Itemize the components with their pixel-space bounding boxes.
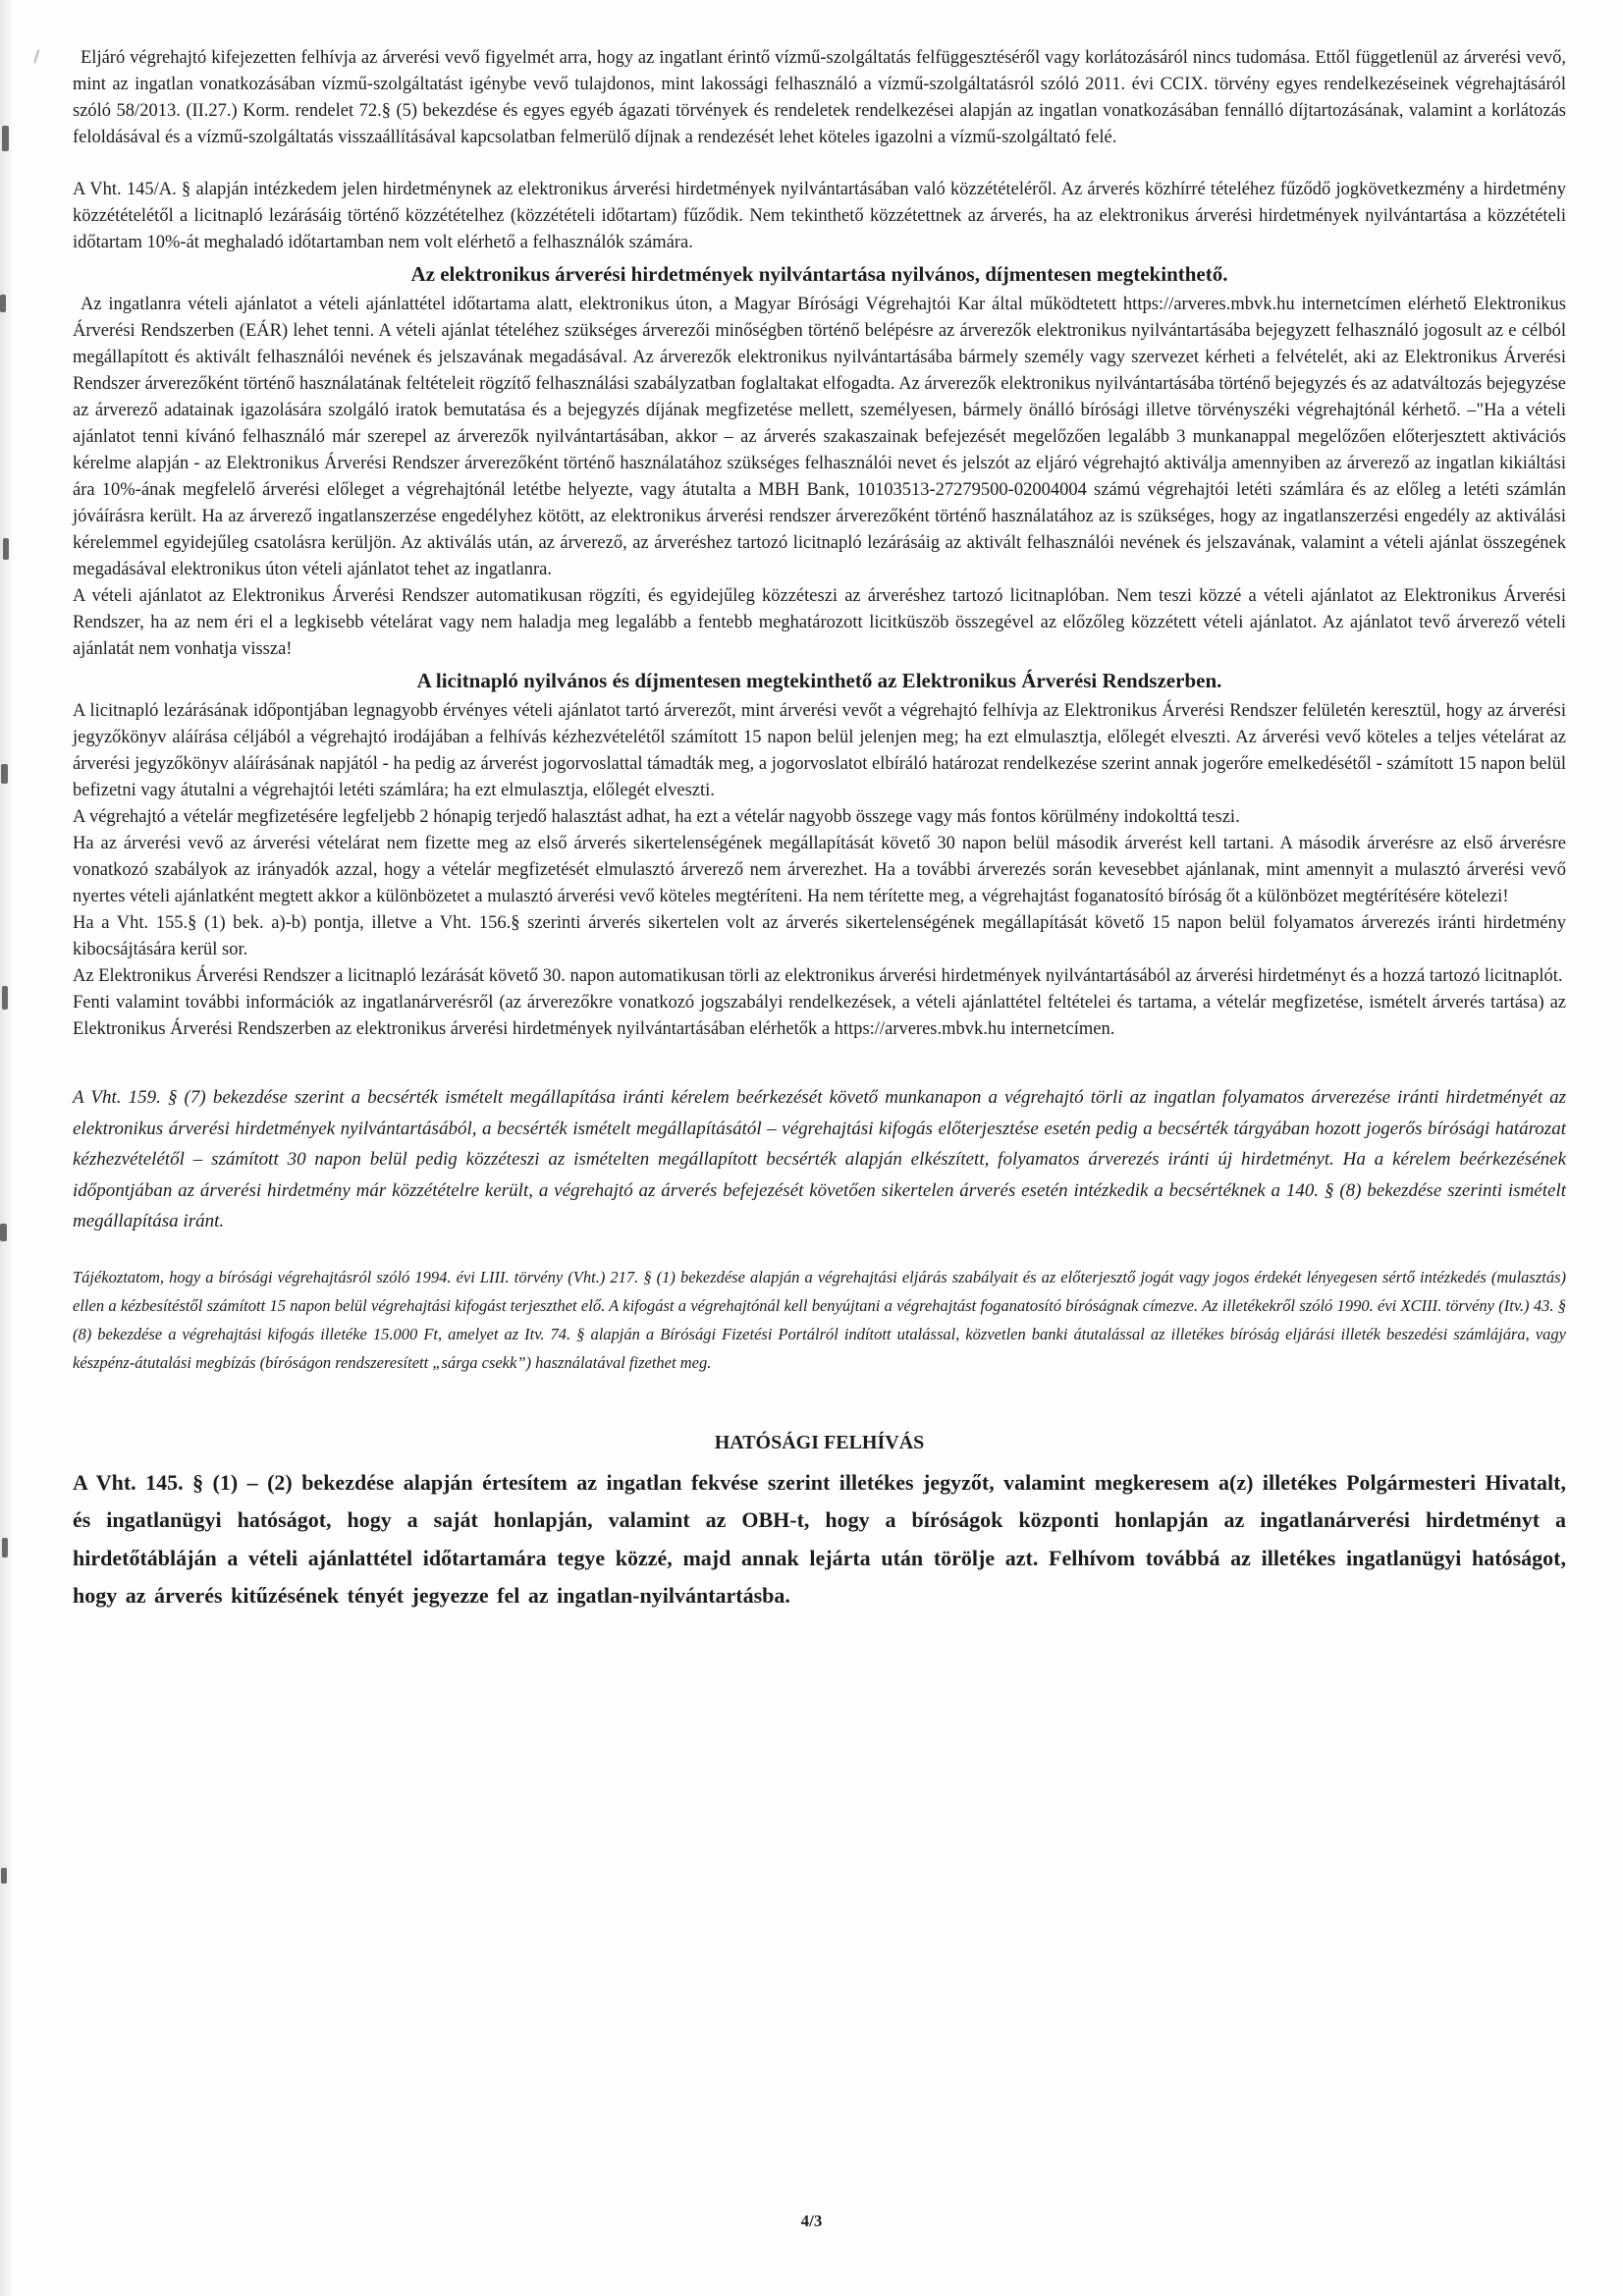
page-number: 4/3 bbox=[800, 2212, 823, 2230]
paragraph-second-auction: Ha az árverési vevő az árverési vételárat nem fizette meg az első árverés sikertelenségének megállapítását követő 30 napon belül második árverést kell tartani. A második árverésre az első árverésre vonatkozó szabályok az irányadók azzal, hogy a vételár megfizetését elmulasztó árverező nem árverezhet. Ha a további árverezés során kevesebbet ajánlanak, mint amennyit a mulasztó árverési vevő nyertes vételi ajánlatként megtett akkor a különbözetet a mulasztó árverési vevő köteles megtéríteni. Ha nem térítette meg, a végrehajtást foganatosító bíróság őt a különbözet megtérítésére kötelezi! bbox=[73, 834, 1566, 906]
scan-artifact bbox=[1, 764, 8, 784]
paragraph-vht-159-estimated-value: A Vht. 159. § (7) bekezdése szerint a becsérték ismételt megállapítása iránti kérelem beérkezését követő munkanapon a végrehajtó törli az ingatlan folyamatos árverezése iránti hirdetményét az elektronikus árverési hirdetmények nyilvántartásából, a becsérték ismételt megállapításától – végrehajtási kifogás előterjesztése esetén pedig a becsérték tárgyában hozott jogerős bírósági határozat kézhezvételétől – számított 30 napon belül pedig közzéteszi az ismételten megállapított becsérték alapján elkészített, folyamatos árverezés iránti új hirdetményt. Ha a kérelem beérkezésének időpontjában az árverési hirdetmény már közzétételre került, a végrehajtó az árverés befejezését követően sikertelen árverés esetén intézkedik a becsértéknek a 140. § (8) bekezdése szerinti ismételt megállapítása iránt. bbox=[73, 1087, 1566, 1231]
pencil-tick-mark bbox=[33, 49, 49, 66]
paragraph-water-service-notice: Eljáró végrehajtó kifejezetten felhívja az árverési vevő figyelmét arra, hogy az ingatlant érintő vízmű-szolgáltatás felfüggesztéséről vagy korlátozásáról nincs tudomása. Ettől függetlenül az árverési vevő, mint az ingatlan vonatkozásában vízmű-szolgáltatást igénybe vevő tulajdonos, mint lakossági felhasználó a vízmű-szolgáltatásról szóló 2011. évi CCIX. törvény egyes rendelkezéseinek végrehajtásáról szóló 58/2013. (II.27.) Korm. rendelet 72.§ (5) bekezdése és egyes egyéb ágazati törvények és rendeletek rendelkezései alapján az ingatlan vonatkozásában fennálló díjtartozásának, valamint a korlátozás feloldásával és a vízmű-szolgáltatás visszaállításával kapcsolatban felmerülő díjnak a rendezését lehet köteles igazolni a vízmű-szolgáltató felé. bbox=[73, 48, 1566, 147]
paragraph-further-information: Fenti valamint további információk az ingatlanárverésről (az árverezőkre vonatkozó jogszabályi rendelkezések, a vételi ajánlattétel feltételei és tartama, a vételár megfizetése, ismételt árverés tartása) az Elektronikus Árverési Rendszerben az elektronikus árverési hirdetmények nyilvántartásában elérhetők a https://arveres.mbvk.hu internetcímen. bbox=[73, 993, 1566, 1039]
scan-artifact bbox=[0, 1224, 7, 1241]
paragraph-vht-145a-publication: A Vht. 145/A. § alapján intézkedem jelen hirdetménynek az elektronikus árverési hirdetmények nyilvántartásában való közzétételéről. Az árverés közhírré tételéhez fűződő jogkövetkezmény a hirdetmény közzétételétől a licitnapló lezárásáig történő közzétételhez (közzétételi időtartam) fűződik. Nem tekinthető közzétettnek az árverés, ha az elektronikus árverési hirdetmények nyilvántartása a közzétételi időtartam 10%-át meghaladó időtartamban nem volt elérhető a felhasználók számára. bbox=[73, 180, 1566, 252]
scan-artifact bbox=[2, 986, 8, 1010]
paragraph-bid-log-closing: A licitnapló lezárásának időpontjában legnagyobb érvényes vételi ajánlatot tartó árverezőt, mint árverési vevőt a végrehajtó felhívja az Elektronikus Árverési Rendszer felületén keresztül, hogy az árverési jegyzőkönyv aláírása céljából a végrehajtó irodájában a felhívás kézhezvételétől számított 15 napon belül jelenjen meg; ha ezt elmulasztja, előlegét elveszti. Az árverési vevő köteles a teljes vételárat az árverési jegyzőkönyv aláírásának napjától - ha pedig az árverést jogorvoslattal támadták meg, a jogorvoslatot elbíráló határozat rendelkezése szerint annak jogerőre emelkedésétől - számított 15 napon belül befizetni vagy átutalni a végrehajtói letéti számlára; ha ezt elmulasztja, előlegét elveszti. bbox=[73, 701, 1566, 800]
scan-edge-shadow bbox=[0, 0, 14, 2296]
scan-artifact bbox=[2, 126, 9, 151]
scan-artifact bbox=[1, 1868, 7, 1884]
heading-bid-log-public: A licitnapló nyilvános és díjmentesen megtekinthető az Elektronikus Árverési Rendszerben. bbox=[416, 669, 1222, 692]
heading-electronic-auction-registry: Az elektronikus árverési hirdetmények nyilvántartása nyilvános, díjmentesen megtekinthető. bbox=[410, 262, 1228, 286]
heading-authority-notice: HATÓSÁGI FELHÍVÁS bbox=[714, 1431, 925, 1453]
scan-artifact bbox=[0, 295, 6, 312]
paragraph-ear-bidding-rules: Az ingatlanra vételi ajánlatot a vételi ajánlattétel időtartama alatt, elektronikus úton, a Magyar Bírósági Végrehajtói Kar által működtetett https://arveres.mbvk.hu internetcímen elérhető Elektronikus Árverési Rendszerben (EÁR) lehet tenni. A vételi ajánlat tételéhez szükséges árverezői minőségben történő belépésre az árverezők elektronikus nyilvántartásába bejegyzett felhasználó jogosult az e célból megállapított és aktivált felhasználói nevének és jelszavának megadásával. Az árverezők elektronikus nyilvántartásába bármely személy vagy szervezet kérheti a felvételét, aki az Elektronikus Árverési Rendszer árverezőként történő használatának feltételeit rögzítő felhasználási szabályzatban foglaltakat elfogadta. Az árverezők elektronikus nyilvántartásába történő bejegyzés és az adatváltozás bejegyzése az árverező adatainak igazolására szolgáló iratok bemutatása és a bejegyzés díjának megfizetése mellett, személyesen, bármely önálló bírósági illetve törvényszéki végrehajtónál kérhető. –"Ha a vételi ajánlatot tenni kívánó felhasználó már szerepel az árverezők nyilvántartásában, akkor – az árverés szakaszainak befejezését megelőzően legalább 3 munkanappal megelőzően előterjesztett aktivációs kérelme alapján - az Elektronikus Árverési Rendszer árverezőként történő használatához szükséges felhasználói nevet és jelszót az eljáró végrehajtó aktiválja amennyiben az árverező az ingatlan kikiáltási ára 10%-ának megfelelő árverési előleget a végrehajtónál letétbe helyezte, vagy átutalta a MBH Bank, 10103513-27279500-02004004 számú végrehajtói letéti számlára és az előleg a letéti számlán jóváírásra került. Ha az árverező ingatlanszerzése engedélyhez kötött, az elektronikus árverési rendszer árverezőként történő használatához az is szükséges, hogy az ingatlanszerzési engedély az aktiválási kérelemmel egyidejűleg csatolásra kerüljön. Az aktiválás után, az árverező, az árveréshez tartozó licitnapló lezárásáig az aktivált felhasználói nevének és jelszavának, valamint a vételi ajánlat összegének megadásával elektronikus úton vételi ajánlatot tehet az ingatlanra. bbox=[73, 295, 1566, 579]
paragraph-registry-deletion: Az Elektronikus Árverési Rendszer a licitnapló lezárását követő 30. napon automatikusan törli az elektronikus árverési hirdetmények nyilvántartásából az árverési hirdetményt és a hozzá tartozó licitnaplót. bbox=[73, 966, 1563, 986]
paragraph-unsuccessful-auction: Ha a Vht. 155.§ (1) bek. a)-b) pontja, illetve a Vht. 156.§ szerinti árverés sikertelen volt az árverés sikertelenségének megállapítását követő 15 napon belül folyamatos árverezés iránti hirdetmény kibocsájtására kerül sor. bbox=[73, 913, 1566, 959]
scan-artifact bbox=[3, 538, 9, 560]
paragraph-payment-postponement: A végrehajtó a vételár megfizetésére legfeljebb 2 hónapig terjedő halasztást adhat, ha ezt a vételár nagyobb összege vagy más fontos körülmény indokolttá teszi. bbox=[73, 807, 1240, 827]
paragraph-authority-notification: A Vht. 145. § (1) – (2) bekezdése alapján értesítem az ingatlan fekvése szerint illetékes jegyzőt, valamint megkeresem a(z) illetékes Polgármesteri Hivatalt, és ingatlanügyi hatóságot, hogy a saját honlapján, valamint az OBH-t, hogy a bíróságok központi honlapján az ingatlanárverési hirdetményt a hirdetőtábláján a vételi ajánlattétel időtartamára tegye közzé, majd annak lejárta után törölje azt. Felhívom továbbá az illetékes ingatlanügyi hatóságot, hogy az árverés kitűzésének tényét jegyezze fel az ingatlan-nyilvántartásba. bbox=[73, 1469, 1566, 1608]
scan-artifact bbox=[2, 1538, 8, 1558]
paragraph-automatic-bid-recording: A vételi ajánlatot az Elektronikus Árverési Rendszer automatikusan rögzíti, és egyidejűleg közzéteszi az árveréshez tartozó licitnaplóban. Nem teszi közzé a vételi ajánlatot az Elektronikus Árverési Rendszer, ha az nem éri el a legkisebb vételárat vagy nem haladja meg legalább a fentebb meghatározott licitküszöb összegével az előzőleg közzétett vételi ajánlatot. Az ajánlatot tevő árverező vételi ajánlatát nem vonhatja vissza! bbox=[73, 586, 1566, 659]
paragraph-legal-remedy-information: Tájékoztatom, hogy a bírósági végrehajtásról szóló 1994. évi LIII. törvény (Vht.) 217. § (1) bekezdése alapján a végrehajtási eljárás szabályait és az előterjesztő jogát vagy jogos érdekét lényegesen sértő intézkedés (mulasztás) ellen a kézbesítéstől számított 15 napon belül végrehajtási kifogást terjeszthet elő. A kifogást a végrehajtónál kell benyújtani a végrehajtást foganatosító bíróságnak címezve. Az illetékekről szóló 1990. évi XCIII. törvény (Itv.) 43. § (8) bekezdése a végrehajtási kifogás illetéke 15.000 Ft, amelyet az Itv. 74. § alapján a Bírósági Fizetési Portálról indított utalással, közvetlen banki átutalással az illetékes bíróság eljárási illeték beszedési számlájára, vagy készpénz-átutalási megbízás (bíróságon rendszeresített „sárga csekk”) használatával fizethet meg. bbox=[73, 1267, 1566, 1372]
